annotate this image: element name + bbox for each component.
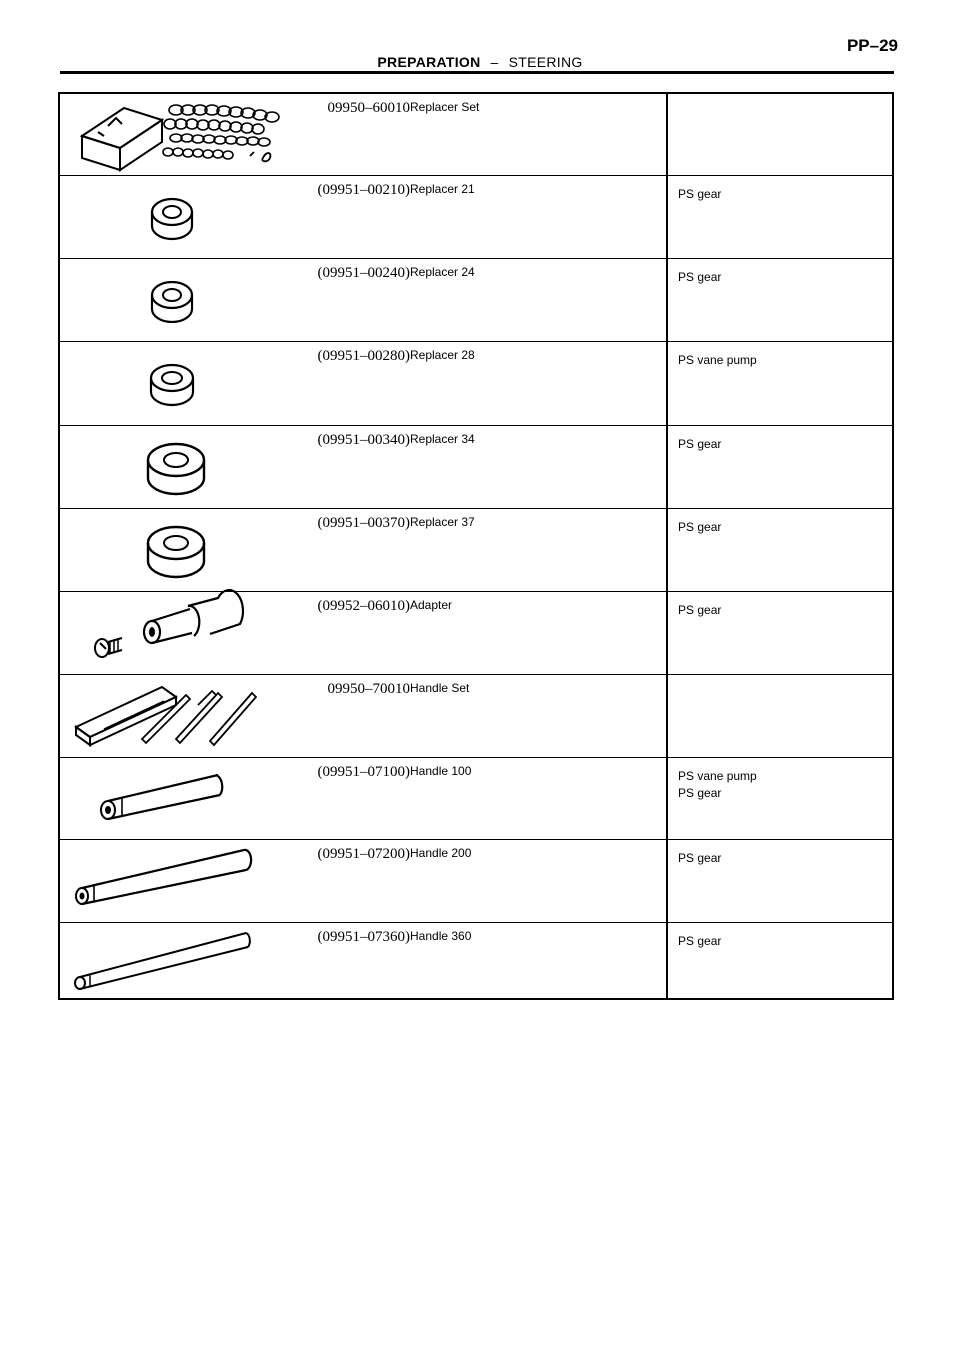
use-cell [678, 436, 721, 453]
header-rule [60, 71, 894, 74]
page-number: PP–29 [846, 36, 898, 55]
tool-name: Replacer 21 [410, 182, 475, 196]
part-number: (09951–00240) [317, 265, 410, 281]
part-number: (09951–07100) [317, 764, 410, 780]
part-number: (09951–07360) [317, 929, 410, 945]
tool-name: Handle 360 [410, 929, 472, 943]
use-item: PS vane pump [678, 769, 757, 783]
use-cell [678, 933, 721, 950]
use-cell [678, 269, 721, 286]
handle-set-illustration [64, 679, 290, 760]
handle-200-illustration [64, 844, 290, 925]
handle-360-illustration [64, 927, 290, 1002]
replacer-28-illustration [64, 346, 290, 427]
table-row [60, 923, 892, 998]
use-item: PS gear [678, 187, 722, 201]
header-chapter: STEERING [508, 54, 583, 70]
part-number: (09951–00280) [317, 348, 410, 364]
replacer-21-illustration [64, 180, 290, 261]
table-row [60, 259, 892, 342]
column-divider [666, 94, 668, 998]
replacer-24-illustration [64, 263, 290, 344]
part-number: 09950–60010 [327, 100, 410, 116]
use-cell [678, 352, 757, 369]
tool-name: Replacer 28 [410, 348, 475, 362]
adapter-illustration [64, 596, 290, 677]
use-item: PS gear [678, 851, 722, 865]
replacer-34-illustration [64, 430, 290, 511]
tool-name: Replacer 37 [410, 515, 475, 529]
use-item: PS gear [678, 270, 722, 284]
header-section: PREPARATION [377, 54, 481, 70]
table-row [60, 592, 892, 675]
replacer-set-illustration [64, 98, 290, 179]
part-number: 09950–70010 [327, 681, 410, 697]
use-item: PS gear [678, 520, 722, 534]
tool-name: Handle 100 [410, 764, 472, 778]
table-row [60, 426, 892, 509]
use-item: PS gear [678, 934, 722, 948]
handle-100-illustration [64, 762, 290, 843]
table-row [60, 758, 892, 840]
use-cell [678, 519, 721, 536]
table-row [60, 675, 892, 758]
tool-name: Replacer 34 [410, 432, 475, 446]
table-row [60, 176, 892, 259]
part-number: (09952–06010) [317, 598, 410, 614]
table-row [60, 509, 892, 592]
tool-name: Replacer 24 [410, 265, 475, 279]
use-cell [678, 768, 757, 802]
page-header-title [300, 54, 660, 70]
header-separator: – [490, 54, 499, 70]
part-number: (09951–00340) [317, 432, 410, 448]
table-row [60, 840, 892, 923]
part-number: (09951–00210) [317, 182, 410, 198]
replacer-37-illustration [64, 513, 290, 594]
use-item: PS vane pump [678, 353, 757, 367]
use-cell [678, 186, 721, 203]
tool-name: Handle Set [410, 681, 470, 695]
tool-name: Handle 200 [410, 846, 472, 860]
table-row [60, 94, 892, 176]
part-number: (09951–00370) [317, 515, 410, 531]
use-item: PS gear [678, 603, 722, 617]
table-row [60, 342, 892, 426]
part-number: (09951–07200) [317, 846, 410, 862]
sst-table [58, 92, 894, 1000]
tool-name: Replacer Set [410, 100, 480, 114]
use-item: PS gear [678, 437, 722, 451]
use-item: PS gear [678, 786, 722, 800]
use-cell [678, 850, 721, 867]
tool-name: Adapter [410, 598, 453, 612]
use-cell [678, 602, 721, 619]
